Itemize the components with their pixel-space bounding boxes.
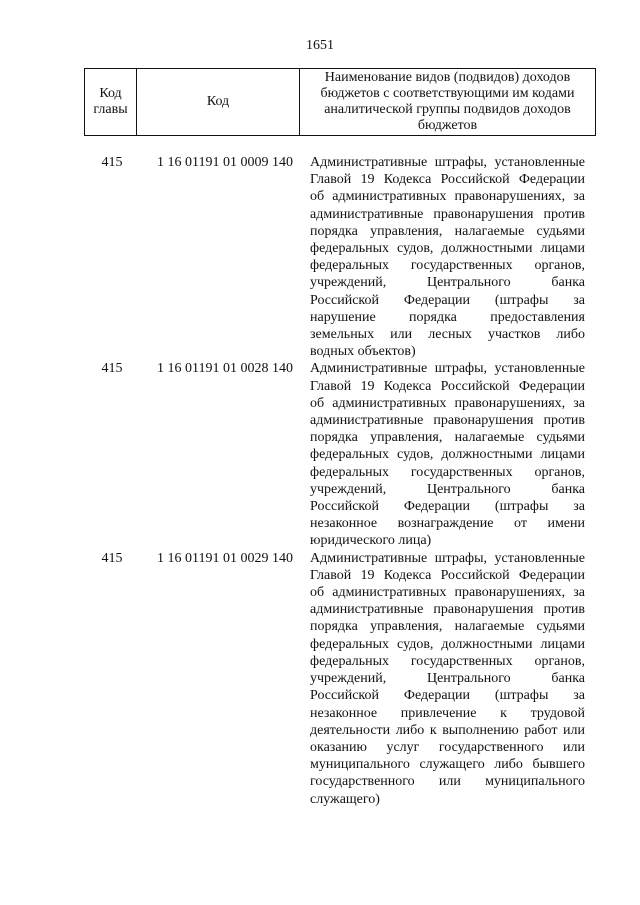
chapter-code-cell: 415 (101, 155, 123, 170)
income-name-line: порядка управления, налагаемые судьями (310, 223, 585, 239)
table-body (84, 154, 596, 808)
income-name-line: юридического лица) (310, 533, 432, 549)
income-name-line: служащего) (310, 791, 380, 807)
income-name-line: Российской Федерации (штрафы за (310, 688, 585, 704)
income-name-line: Российской Федерации (штрафы за (310, 292, 585, 308)
income-name-line: земельных или лесных участков либо (310, 327, 585, 343)
income-name-line: об административных правонарушениях, за (310, 395, 585, 411)
income-name-line: Главой 19 Кодекса Российской Федерации (310, 378, 585, 394)
income-code-cell: 1 16 01191 01 0009 140 (157, 155, 293, 170)
income-name-cell (310, 154, 585, 360)
income-name-line: государственного или муниципального (310, 774, 585, 790)
income-name-line: об административных правонарушениях, за (310, 585, 585, 601)
income-code-cell: 1 16 01191 01 0028 140 (157, 361, 293, 377)
header-income-name: Наименование видов (подвидов) доходов бюджетов с соответствующими им кодами аналитической группы подвидов доходов бюджетов (300, 69, 596, 136)
table-row (84, 360, 596, 549)
income-name-line: учреждений, Центрального банка (310, 671, 585, 687)
income-name-line: федеральных судов, должностными лицами (310, 447, 585, 463)
income-name-line: Главой 19 Кодекса Российской Федерации (310, 567, 585, 583)
income-name-line: порядка управления, налагаемые судьями (310, 619, 585, 635)
income-name-line: Административные штрафы, установленные (310, 155, 585, 170)
header-row (85, 69, 596, 136)
page-number: 1651 (306, 38, 334, 53)
income-name-line: административные правонарушения против (310, 413, 585, 429)
income-name-line: незаконное вознаграждение от имени (310, 516, 585, 532)
income-name-cell (310, 360, 585, 549)
income-name-line: незаконное привлечение к трудовой (310, 705, 585, 721)
income-name-line: федеральных государственных органов, (310, 653, 585, 669)
income-name-line: оказанию услуг государственного или (310, 739, 585, 755)
income-name-line: федеральных государственных органов, (310, 464, 585, 480)
income-name-line: административные правонарушения против (310, 206, 585, 222)
income-name-line: муниципального служащего либо бывшего (310, 757, 585, 773)
chapter-code-cell: 415 (101, 550, 123, 566)
income-code-cell: 1 16 01191 01 0029 140 (157, 550, 293, 566)
table-header (84, 68, 596, 136)
income-name-line: учреждений, Центрального банка (310, 275, 585, 291)
header-code: Код (137, 69, 300, 136)
table-row (84, 154, 596, 360)
income-name-cell (310, 550, 585, 808)
income-name-line: административные правонарушения против (310, 602, 585, 618)
income-name-line: деятельности либо к выполнению работ или (310, 722, 585, 738)
income-name-line: Административные штрафы, установленные (310, 361, 585, 377)
income-name-line: водных объектов) (310, 344, 416, 360)
income-name-line: Административные штрафы, установленные (310, 550, 585, 566)
header-chapter-code: Код главы (85, 69, 137, 136)
income-name-line: об административных правонарушениях, за (310, 189, 585, 205)
income-name-line: Главой 19 Кодекса Российской Федерации (310, 172, 585, 188)
income-name-line: учреждений, Центрального банка (310, 481, 585, 497)
table-row (84, 550, 596, 808)
income-name-line: нарушение порядка предоставления (310, 309, 585, 325)
income-name-line: федеральных государственных органов, (310, 258, 585, 274)
income-name-line: порядка управления, налагаемые судьями (310, 430, 585, 446)
chapter-code-cell: 415 (101, 361, 123, 377)
income-name-line: федеральных судов, должностными лицами (310, 241, 585, 257)
income-name-line: Российской Федерации (штрафы за (310, 499, 585, 515)
income-name-line: федеральных судов, должностными лицами (310, 636, 585, 652)
